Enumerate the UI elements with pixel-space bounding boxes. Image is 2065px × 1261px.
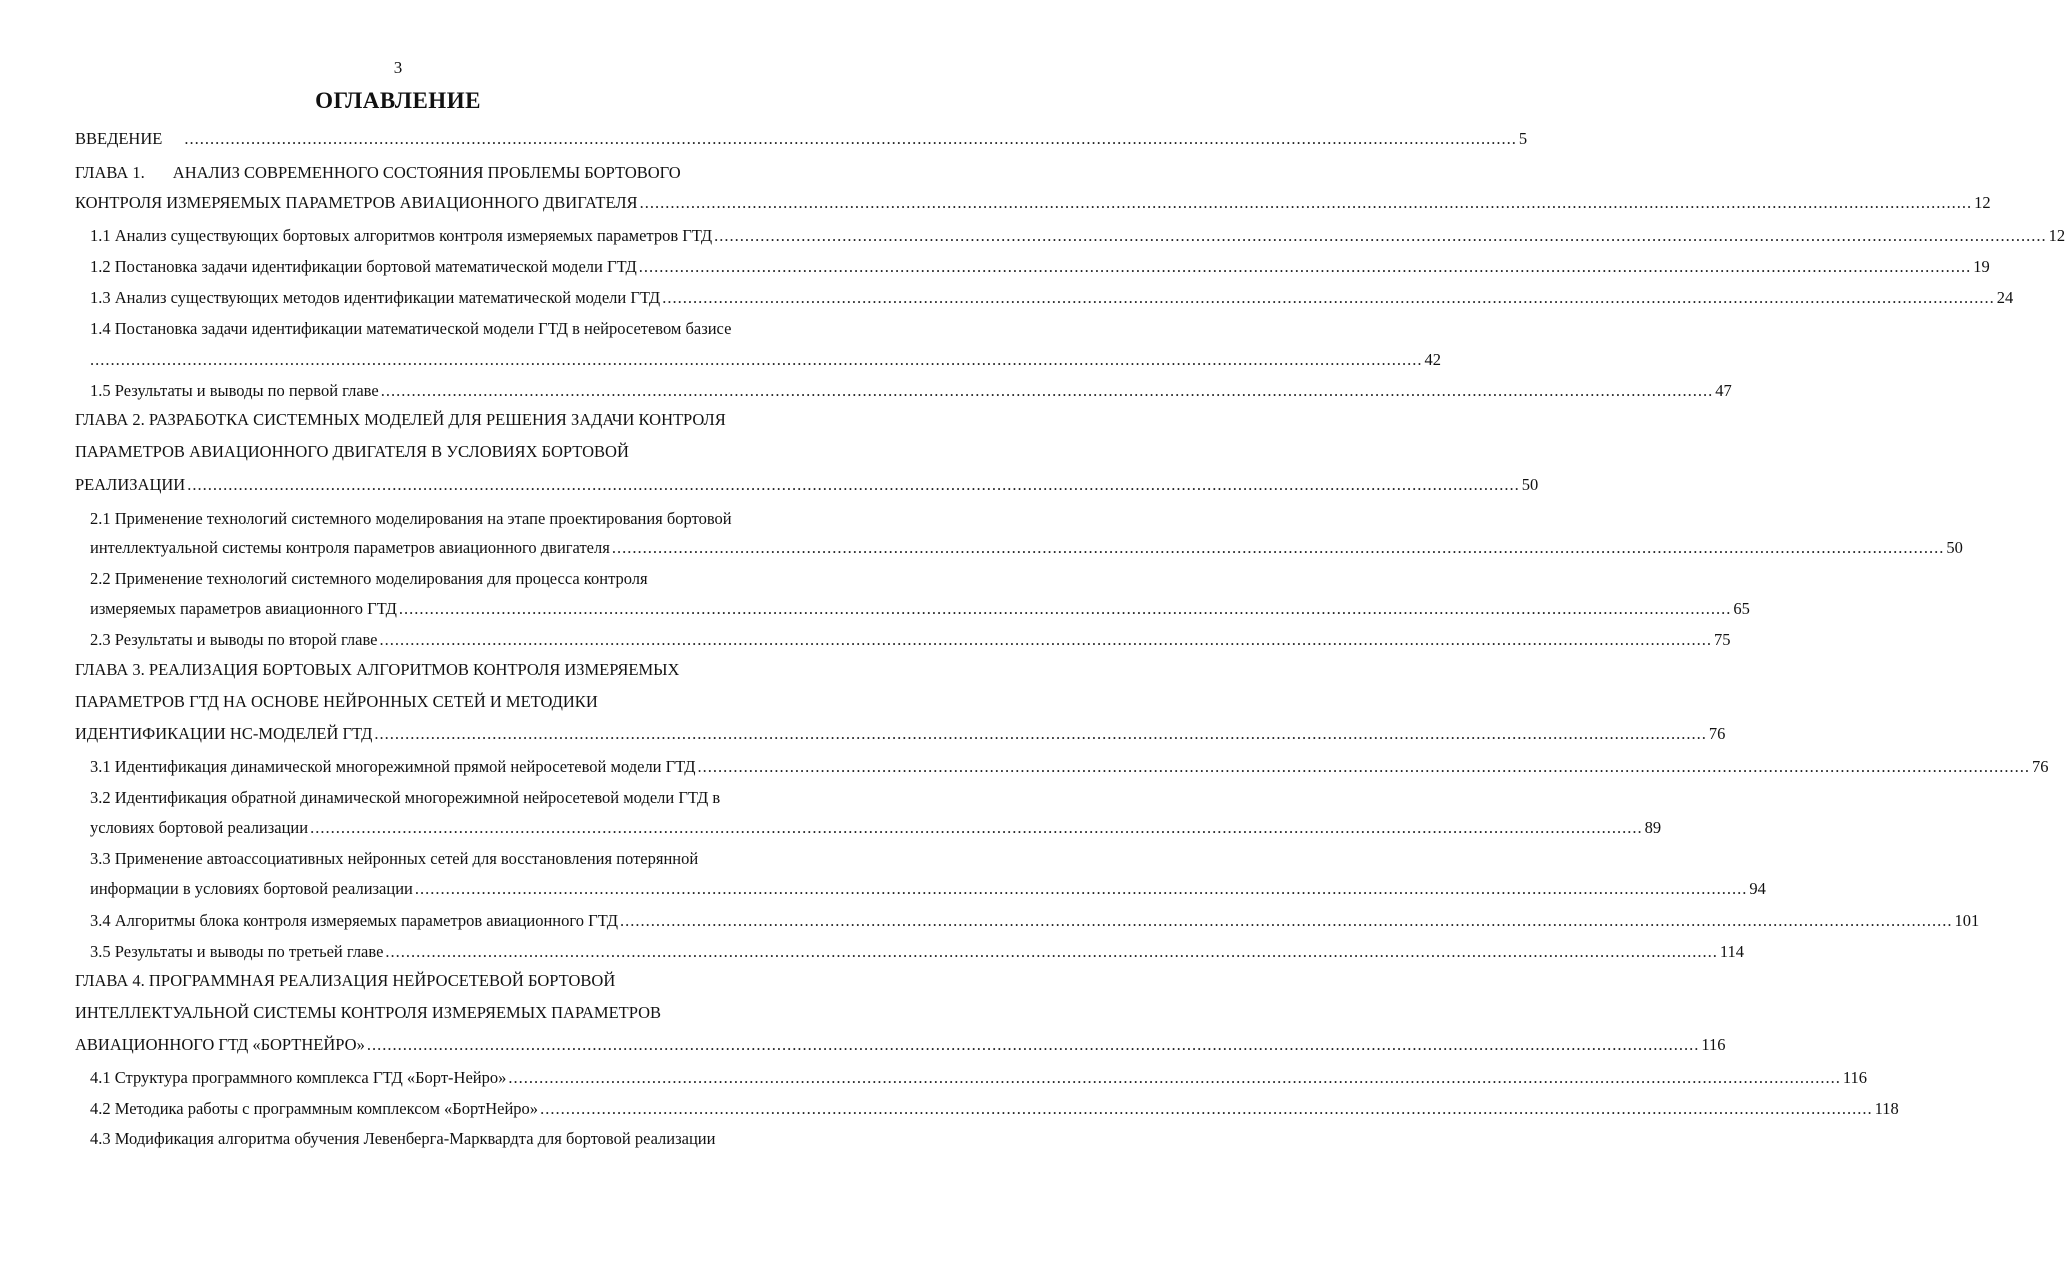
toc-leader-dots: .................................................................................................................................................................................................................................................................... (540, 1099, 1873, 1118)
toc-leader-dots: .................................................................................................................................................................................................................................................................... (638, 257, 1972, 276)
toc-chapter-1-line2[interactable] (75, 188, 1991, 218)
toc-page-number: 101 (1954, 911, 1980, 930)
toc-section-label: 1.1 Анализ существующих бортовых алгоритмов контроля измеряемых параметров ГТД (90, 226, 713, 245)
toc-page-number: 42 (1424, 350, 1441, 369)
toc-section-label: 3.4 Алгоритмы блока контроля измеряемых параметров авиационного ГТД (90, 911, 618, 930)
toc-page-number: 116 (1842, 1068, 1867, 1087)
toc-page-number: 76 (2031, 757, 2049, 776)
toc-section-3-4[interactable] (90, 906, 1980, 936)
toc-section-label: 2.2 Применение технологий системного моделирования для процесса контроля (90, 569, 648, 588)
toc-leader-dots: .................................................................................................................................................................................................................................................................... (414, 879, 1748, 898)
toc-section-1-4-line1[interactable] (90, 314, 731, 344)
toc-leader-dots: .................................................................................................................................................................................................................................................................... (310, 818, 1643, 837)
toc-section-4-1[interactable] (90, 1063, 1867, 1093)
toc-chapter-title-cont: АВИАЦИОННОГО ГТД «БОРТНЕЙРО» (75, 1035, 365, 1054)
toc-leader-dots: .................................................................................................................................................................................................................................................................... (385, 942, 1718, 961)
toc-section-label: 4.3 Модификация алгоритма обучения Левенберга-Марквардта для бортовой реализации (90, 1129, 716, 1148)
toc-leader-dots: .................................................................................................................................................................................................................................................................... (619, 911, 1953, 930)
toc-section-1-1[interactable] (90, 221, 2065, 251)
toc-leader-dots: .................................................................................................................................................................................................................................................................... (374, 724, 1707, 743)
toc-section-label-cont: измеряемых параметров авиационного ГТД (90, 599, 397, 618)
toc-section-label: 4.1 Структура программного комплекса ГТД «Борт-Нейро» (90, 1068, 507, 1087)
toc-section-1-5[interactable] (90, 376, 1732, 406)
toc-chapter-2-line3[interactable] (75, 470, 1539, 500)
toc-leader-dots: .................................................................................................................................................................................................................................................................... (398, 599, 1732, 618)
toc-chapter-number: ГЛАВА 1. (75, 163, 145, 182)
toc-chapter-title-cont: КОНТРОЛЯ ИЗМЕРЯЕМЫХ ПАРАМЕТРОВ АВИАЦИОННОГО ДВИГАТЕЛЯ (75, 193, 638, 212)
toc-section-4-3[interactable] (90, 1124, 715, 1154)
toc-page-number: 12 (2048, 226, 2065, 245)
toc-section-3-2-line1[interactable] (90, 783, 720, 813)
toc-section-1-4-line2[interactable] (90, 345, 1441, 375)
toc-section-4-2[interactable] (90, 1094, 1899, 1124)
toc-page-number: 114 (1719, 942, 1745, 961)
toc-section-2-2-line2[interactable] (90, 594, 1750, 624)
toc-section-3-5[interactable] (90, 937, 1745, 967)
toc-section-2-3[interactable] (90, 625, 1731, 655)
toc-chapter-4-line3[interactable] (75, 1030, 1726, 1060)
toc-chapter-3-line2[interactable] (75, 687, 598, 717)
toc-leader-dots: .................................................................................................................................................................................................................................................................... (611, 538, 1945, 557)
toc-leader-dots: .................................................................................................................................................................................................................................................................... (697, 757, 2030, 776)
page-title: ОГЛАВЛЕНИЕ (315, 88, 481, 113)
toc-section-label: 1.2 Постановка задачи идентификации бортовой математической модели ГТД (90, 257, 637, 276)
toc-section-label: 3.5 Результаты и выводы по третьей главе (90, 942, 384, 961)
toc-section-3-2-line2[interactable] (90, 813, 1662, 843)
toc-leader-dots: .................................................................................................................................................................................................................................................................... (187, 475, 1520, 494)
toc-section-label: 3.3 Применение автоассоциативных нейронных сетей для восстановления потерянной (90, 849, 699, 868)
toc-chapter-title: АНАЛИЗ СОВРЕМЕННОГО СОСТОЯНИЯ ПРОБЛЕМЫ БОРТОВОГО (172, 163, 681, 182)
toc-page-number: 47 (1715, 381, 1732, 400)
toc-page-number: 94 (1749, 879, 1766, 898)
toc-section-3-3-line1[interactable] (90, 844, 698, 874)
toc-leader-dots: .................................................................................................................................................................................................................................................................... (662, 288, 1995, 307)
toc-section-3-3-line2[interactable] (90, 874, 1766, 904)
toc-section-label: 3.1 Идентификация динамической многорежимной прямой нейросетевой модели ГТД (90, 757, 696, 776)
toc-chapter-title-cont: ПАРАМЕТРОВ ГТД НА ОСНОВЕ НЕЙРОННЫХ СЕТЕЙ И МЕТОДИКИ (75, 692, 598, 711)
toc-page-number: 118 (1874, 1099, 1899, 1118)
toc-chapter-title: ГЛАВА 3. РЕАЛИЗАЦИЯ БОРТОВЫХ АЛГОРИТМОВ КОНТРОЛЯ ИЗМЕРЯЕМЫХ (75, 660, 680, 679)
toc-page-number: 65 (1733, 599, 1750, 618)
toc-section-label-cont: информации в условиях бортовой реализации (90, 879, 413, 898)
toc-section-label-cont: условиях бортовой реализации (90, 818, 309, 837)
toc-chapter-title: ГЛАВА 2. РАЗРАБОТКА СИСТЕМНЫХ МОДЕЛЕЙ ДЛЯ РЕШЕНИЯ ЗАДАЧИ КОНТРОЛЯ (75, 410, 726, 429)
toc-chapter-4-line2[interactable] (75, 998, 661, 1028)
toc-page-number: 50 (1946, 538, 1963, 557)
toc-section-label: 2.3 Результаты и выводы по второй главе (90, 630, 378, 649)
toc-chapter-title: ГЛАВА 4. ПРОГРАММНАЯ РЕАЛИЗАЦИЯ НЕЙРОСЕТЕВОЙ БОРТОВОЙ (75, 971, 616, 990)
toc-leader-dots: .................................................................................................................................................................................................................................................................... (380, 381, 1714, 400)
toc-page-number: 24 (1996, 288, 2014, 307)
toc-chapter-2-line1[interactable] (75, 405, 726, 435)
toc-section-3-1[interactable] (90, 752, 2049, 782)
toc-entry-intro[interactable] (75, 124, 1528, 154)
toc-chapter-3-line3[interactable] (75, 719, 1726, 749)
toc-leader-dots: .................................................................................................................................................................................................................................................................... (184, 129, 1517, 148)
toc-section-label: 1.4 Постановка задачи идентификации математической модели ГТД в нейросетевом базисе (90, 319, 732, 338)
toc-section-2-1-line1[interactable] (90, 504, 732, 534)
toc-section-2-1-line2[interactable] (90, 533, 1963, 563)
toc-page-number: 19 (1973, 257, 1990, 276)
toc-page-number: 5 (1518, 129, 1528, 148)
toc-page-number: 12 (1974, 193, 1991, 212)
toc-section-label: 4.2 Методика работы с программным комплексом «БортНейро» (90, 1099, 539, 1118)
toc-chapter-title-cont: ПАРАМЕТРОВ АВИАЦИОННОГО ДВИГАТЕЛЯ В УСЛОВИЯХ БОРТОВОЙ (75, 442, 629, 461)
toc-leader-dots: .................................................................................................................................................................................................................................................................... (714, 226, 2047, 245)
toc-section-label: 2.1 Применение технологий системного моделирования на этапе проектирования бортовой (90, 509, 732, 528)
toc-leader-dots: .................................................................................................................................................................................................................................................................... (90, 350, 1423, 369)
toc-page-number: 50 (1521, 475, 1539, 494)
toc-chapter-4-line1[interactable] (75, 966, 615, 996)
toc-page-number: 76 (1708, 724, 1726, 743)
toc-page-number: 75 (1713, 630, 1731, 649)
toc-entry-label: ВВЕДЕНИЕ (75, 129, 163, 148)
toc-page-number: 116 (1701, 1035, 1726, 1054)
toc-leader-dots: .................................................................................................................................................................................................................................................................... (508, 1068, 1841, 1087)
toc-chapter-title-cont: ИДЕНТИФИКАЦИИ НС-МОДЕЛЕЙ ГТД (75, 724, 373, 743)
toc-leader-dots: .................................................................................................................................................................................................................................................................... (366, 1035, 1700, 1054)
toc-chapter-3-line1[interactable] (75, 655, 679, 685)
toc-leader-dots: .................................................................................................................................................................................................................................................................... (639, 193, 1973, 212)
toc-section-label: 1.5 Результаты и выводы по первой главе (90, 381, 379, 400)
toc-section-2-2-line1[interactable] (90, 564, 648, 594)
page-number: 3 (393, 58, 403, 77)
toc-chapter-2-line2[interactable] (75, 437, 629, 467)
toc-chapter-title-cont: РЕАЛИЗАЦИИ (75, 475, 186, 494)
toc-section-label-cont: интеллектуальной системы контроля параметров авиационного двигателя (90, 538, 610, 557)
toc-leader-dots: .................................................................................................................................................................................................................................................................... (379, 630, 1712, 649)
toc-section-label: 3.2 Идентификация обратной динамической многорежимной нейросетевой модели ГТД в (90, 788, 721, 807)
toc-section-1-2[interactable] (90, 252, 1990, 282)
toc-chapter-title-cont: ИНТЕЛЛЕКТУАЛЬНОЙ СИСТЕМЫ КОНТРОЛЯ ИЗМЕРЯЕМЫХ ПАРАМЕТРОВ (75, 1003, 662, 1022)
toc-section-1-3[interactable] (90, 283, 2014, 313)
toc-chapter-1-line1[interactable] (75, 158, 681, 188)
toc-section-label: 1.3 Анализ существующих методов идентификации математической модели ГТД (90, 288, 661, 307)
toc-page-number: 89 (1644, 818, 1662, 837)
